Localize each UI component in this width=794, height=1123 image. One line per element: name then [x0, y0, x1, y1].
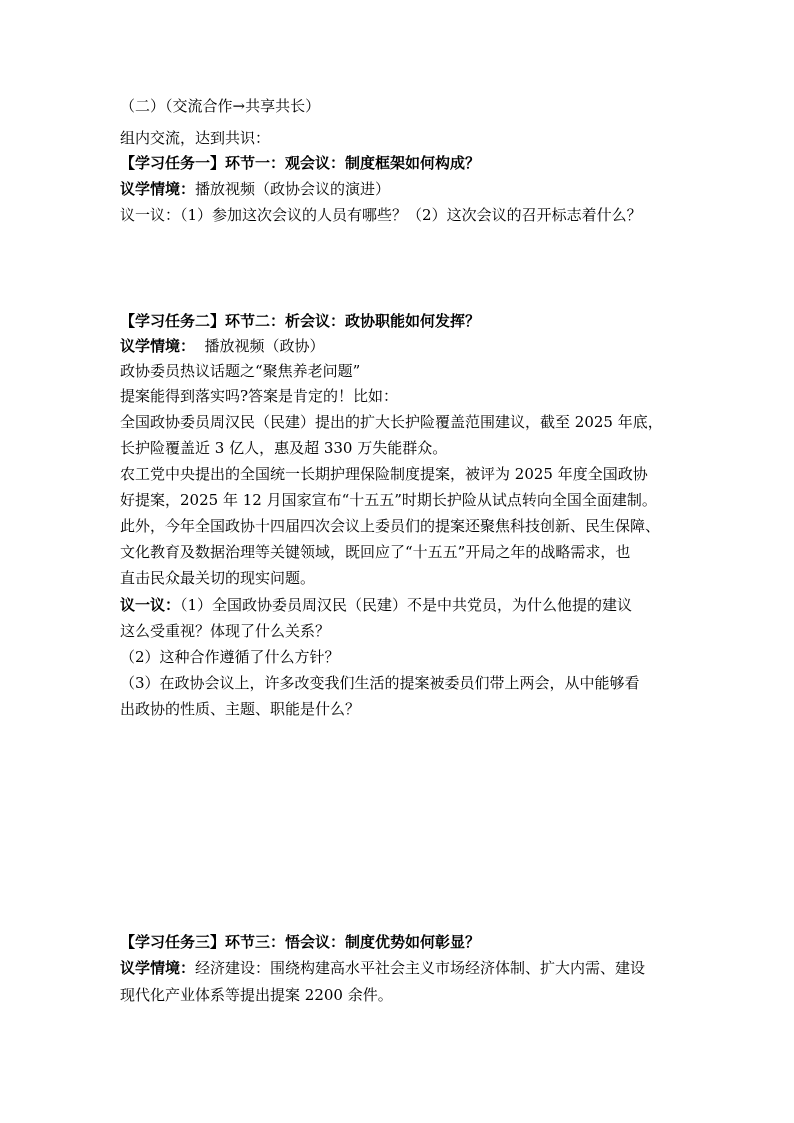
task3-situation-label: 议学情境：	[120, 959, 196, 977]
task3-situation-line2: 现代化产业体系等提出提案 2200 余件。	[120, 986, 393, 1004]
task2-discuss-label: 议一议：	[120, 596, 181, 614]
task2-topic: 政协委员热议话题之“聚焦养老问题”	[120, 362, 361, 380]
task2-question-intro: 提案能得到落实吗?答案是肯定的！比如：	[120, 387, 399, 405]
task1-situation-text: 播放视频（政协会议的演进）	[195, 180, 391, 198]
task2-discuss-q1-line1: （1）全国政协委员周汉民（民建）不是中共党员，为什么他提的建议	[180, 596, 633, 614]
task2-para1-line1: 全国政协委员周汉民（民建）提出的扩大长护险覆盖范围建议，截至 2025 年底，	[120, 413, 663, 431]
task2-para2-line1: 农工党中央提出的全国统一长期护理保险制度提案，被评为 2025 年度全国政协	[120, 465, 648, 483]
task2-discuss-q2: （2）这种合作遵循了什么方针？	[120, 648, 340, 666]
task3-title: 【学习任务三】环节三：悟会议：制度优势如何彰显？	[120, 933, 481, 951]
task2-situation	[120, 336, 680, 356]
task2-situation-label: 议学情境：	[120, 337, 196, 355]
task2-discuss-q3-line2: 出政协的性质、主题、职能是什么？	[120, 700, 361, 718]
task1-situation-label: 议学情境：	[120, 180, 196, 198]
task2-discuss-q1-line2: 这么受重视？体现了什么关系？	[120, 622, 331, 640]
task1-question: 议一议：（1）参加这次会议的人员有哪些？（2）这次会议的召开标志着什么？	[120, 206, 642, 224]
task2-para3-line3: 直击民众最关切的现实问题。	[120, 569, 316, 587]
section-header: （二）（交流合作→共享共长）	[120, 97, 321, 115]
task2-para2-line2: 好提案，2025 年 12 月国家宣布“十五五”时期长护险从试点转向全国全面建制。	[120, 491, 657, 509]
task3-situation-text-line1: 经济建设：围绕构建高水平社会主义市场经济体制、扩大内需、建设	[195, 959, 646, 977]
task3-situation	[120, 958, 685, 978]
task2-para1-line2: 长护险覆盖近 3 亿人，惠及超 330 万失能群众。	[120, 439, 448, 457]
task2-discuss-q3-line1: （3）在政协会议上，许多改变我们生活的提案被委员们带上两会，从中能够看	[120, 674, 640, 692]
task2-title: 【学习任务二】环节二：析会议：政协职能如何发挥？	[120, 312, 481, 330]
task1-title: 【学习任务一】环节一：观会议：制度框架如何构成？	[120, 154, 481, 172]
task2-para3-line2: 文化教育及数据治理等关键领域，既回应了“十五五”开局之年的战略需求，也	[120, 543, 631, 561]
task1-situation	[120, 179, 680, 199]
task2-para3-line1: 此外，今年全国政协十四届四次会议上委员们的提案还聚焦科技创新、民生保障、	[120, 517, 661, 535]
task2-discuss-q1	[120, 595, 680, 615]
intro-text: 组内交流，达到共识：	[120, 129, 271, 147]
task2-situation-text: 播放视频（政协）	[195, 337, 325, 355]
